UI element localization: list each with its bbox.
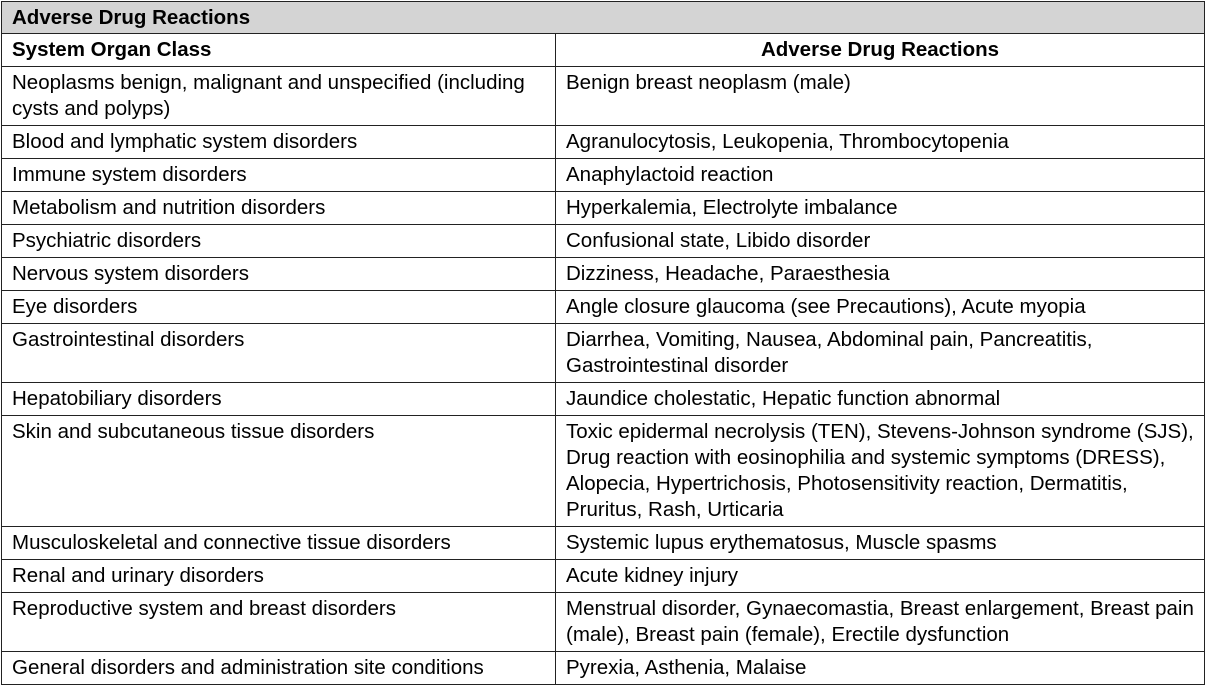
adverse-reactions-cell: Systemic lupus erythematosus, Muscle spasms (556, 527, 1205, 560)
column-header-adverse-drug-reactions: Adverse Drug Reactions (556, 34, 1205, 67)
table-row (2, 126, 1205, 159)
system-organ-class-cell: Neoplasms benign, malignant and unspecified (including cysts and polyps) (2, 67, 556, 126)
table-row (2, 159, 1205, 192)
system-organ-class-cell: Reproductive system and breast disorders (2, 593, 556, 652)
adverse-reactions-cell: Confusional state, Libido disorder (556, 225, 1205, 258)
table-row (2, 225, 1205, 258)
adverse-reactions-cell: Jaundice cholestatic, Hepatic function abnormal (556, 383, 1205, 416)
table-row (2, 652, 1205, 685)
adverse-reactions-cell: Hyperkalemia, Electrolyte imbalance (556, 192, 1205, 225)
adverse-reactions-cell: Angle closure glaucoma (see Precautions), Acute myopia (556, 291, 1205, 324)
adverse-reactions-cell: Benign breast neoplasm (male) (556, 67, 1205, 126)
adverse-reactions-cell: Menstrual disorder, Gynaecomastia, Breast enlargement, Breast pain (male), Breast pain (female), Erectile dysfunction (556, 593, 1205, 652)
adverse-reactions-cell: Acute kidney injury (556, 560, 1205, 593)
system-organ-class-cell: Eye disorders (2, 291, 556, 324)
table-row (2, 67, 1205, 126)
adverse-reactions-cell: Pyrexia, Asthenia, Malaise (556, 652, 1205, 685)
table-row (2, 291, 1205, 324)
adverse-reactions-cell: Dizziness, Headache, Paraesthesia (556, 258, 1205, 291)
system-organ-class-cell: Gastrointestinal disorders (2, 324, 556, 383)
system-organ-class-cell: Blood and lymphatic system disorders (2, 126, 556, 159)
table-row (2, 324, 1205, 383)
adverse-reactions-cell: Toxic epidermal necrolysis (TEN), Stevens-Johnson syndrome (SJS), Drug reaction with eosinophilia and systemic symptoms (DRESS), Alopecia, Hypertrichosis, Photosensitivity reaction, Dermatitis, Pruritus, Rash, Urticaria (556, 416, 1205, 527)
table-row (2, 192, 1205, 225)
table-body (2, 67, 1205, 685)
system-organ-class-cell: Immune system disorders (2, 159, 556, 192)
system-organ-class-cell: Metabolism and nutrition disorders (2, 192, 556, 225)
table-row (2, 383, 1205, 416)
adverse-drug-reactions-table (1, 1, 1205, 685)
adverse-reactions-cell: Diarrhea, Vomiting, Nausea, Abdominal pain, Pancreatitis, Gastrointestinal disorder (556, 324, 1205, 383)
adverse-reactions-cell: Anaphylactoid reaction (556, 159, 1205, 192)
system-organ-class-cell: Hepatobiliary disorders (2, 383, 556, 416)
system-organ-class-cell: Renal and urinary disorders (2, 560, 556, 593)
table-header-row (2, 34, 1205, 67)
table-row (2, 258, 1205, 291)
system-organ-class-cell: Nervous system disorders (2, 258, 556, 291)
table-title-row (2, 2, 1205, 34)
table-title: Adverse Drug Reactions (2, 2, 1205, 34)
table-row (2, 593, 1205, 652)
table-row (2, 416, 1205, 527)
system-organ-class-cell: Psychiatric disorders (2, 225, 556, 258)
system-organ-class-cell: General disorders and administration site conditions (2, 652, 556, 685)
column-header-system-organ-class: System Organ Class (2, 34, 556, 67)
system-organ-class-cell: Skin and subcutaneous tissue disorders (2, 416, 556, 527)
table-row (2, 560, 1205, 593)
adverse-reactions-cell: Agranulocytosis, Leukopenia, Thrombocytopenia (556, 126, 1205, 159)
table-row (2, 527, 1205, 560)
system-organ-class-cell: Musculoskeletal and connective tissue disorders (2, 527, 556, 560)
